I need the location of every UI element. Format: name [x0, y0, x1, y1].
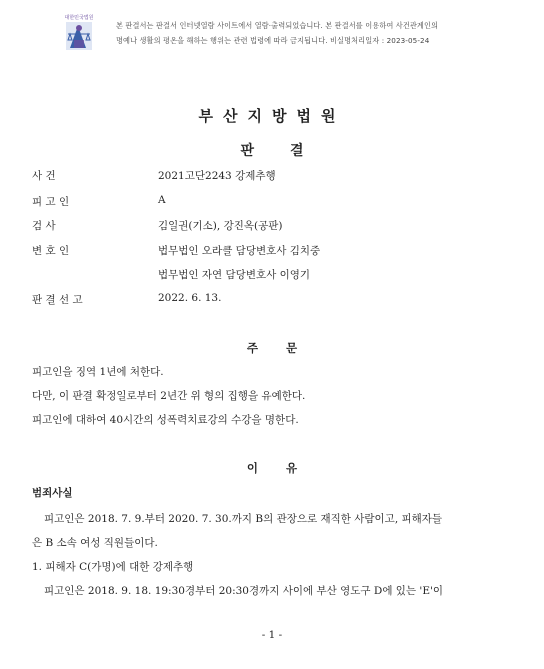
header-notice-bar [0, 0, 544, 58]
order-title [0, 340, 544, 356]
order-title-char-2: 문 [286, 341, 298, 355]
title-char-2: 결 [290, 143, 304, 159]
order-line-2: 다만, 이 판결 확정일로부터 2년간 위 형의 집행을 유예한다. [32, 390, 306, 402]
viewing-notice [116, 18, 536, 48]
attorney-label: 변 호 인 [32, 245, 70, 257]
page-number: - 1 - [261, 629, 283, 641]
case-value: 2021고단2243 강제추행 [158, 170, 276, 182]
court-emblem-logo [56, 12, 102, 56]
order-line-3: 피고인에 대하여 40시간의 성폭력치료강의 수강을 명한다. [32, 414, 299, 426]
reasons-title [0, 460, 544, 476]
attorney-value-2: 법무법인 자연 담당변호사 이영기 [158, 269, 311, 281]
defendant-value: A [158, 194, 166, 206]
criminal-facts-heading: 범죄사실 [32, 487, 73, 499]
sentencing-date-value: 2022. 6. 13. [158, 292, 222, 304]
reasons-line-1: 피고인은 2018. 7. 9.부터 2020. 7. 30.까지 B의 관장으로 재직한 사람이고, 피해자들 [44, 513, 443, 525]
case-label: 사 건 [32, 170, 56, 182]
attorney-value-1: 법무법인 오라클 담당변호사 김치중 [158, 245, 321, 257]
prosecutor-label: 검 사 [32, 220, 56, 232]
court-name: 부산지방법원 [198, 107, 346, 125]
defendant-label: 피 고 인 [32, 196, 70, 208]
reasons-line-4: 피고인은 2018. 9. 18. 19:30경부터 20:30경까지 사이에 부산 영도구 D에 있는 'E'이 [44, 585, 444, 597]
reasons-line-3: 1. 피해자 C(가명)에 대한 강제추행 [32, 561, 194, 573]
reasons-line-2: 은 B 소속 여성 직원들이다. [32, 537, 158, 549]
notice-line-1: 본 판결서는 판결서 인터넷열람 사이트에서 열람·출력되었습니다. 본 판결서를 이용하여 사건관계인의 [116, 21, 439, 30]
reasons-title-char-2: 유 [286, 461, 298, 475]
document-title [0, 140, 544, 160]
title-char-1: 판 [240, 143, 254, 159]
sentencing-date-label: 판 결 선 고 [32, 294, 83, 306]
reasons-title-char-1: 이 [246, 461, 258, 475]
svg-text:대한민국법원: 대한민국법원 [64, 15, 94, 21]
prosecutor-value: 김일권(기소), 강진옥(공판) [158, 220, 283, 232]
notice-line-2: 명예나 생활의 평온을 해하는 행위는 관련 법령에 따라 금지됩니다. 비실명처리일자 : 2023-05-24 [116, 36, 430, 45]
order-line-1: 피고인을 징역 1년에 처한다. [32, 366, 164, 378]
order-title-char-1: 주 [246, 341, 258, 355]
